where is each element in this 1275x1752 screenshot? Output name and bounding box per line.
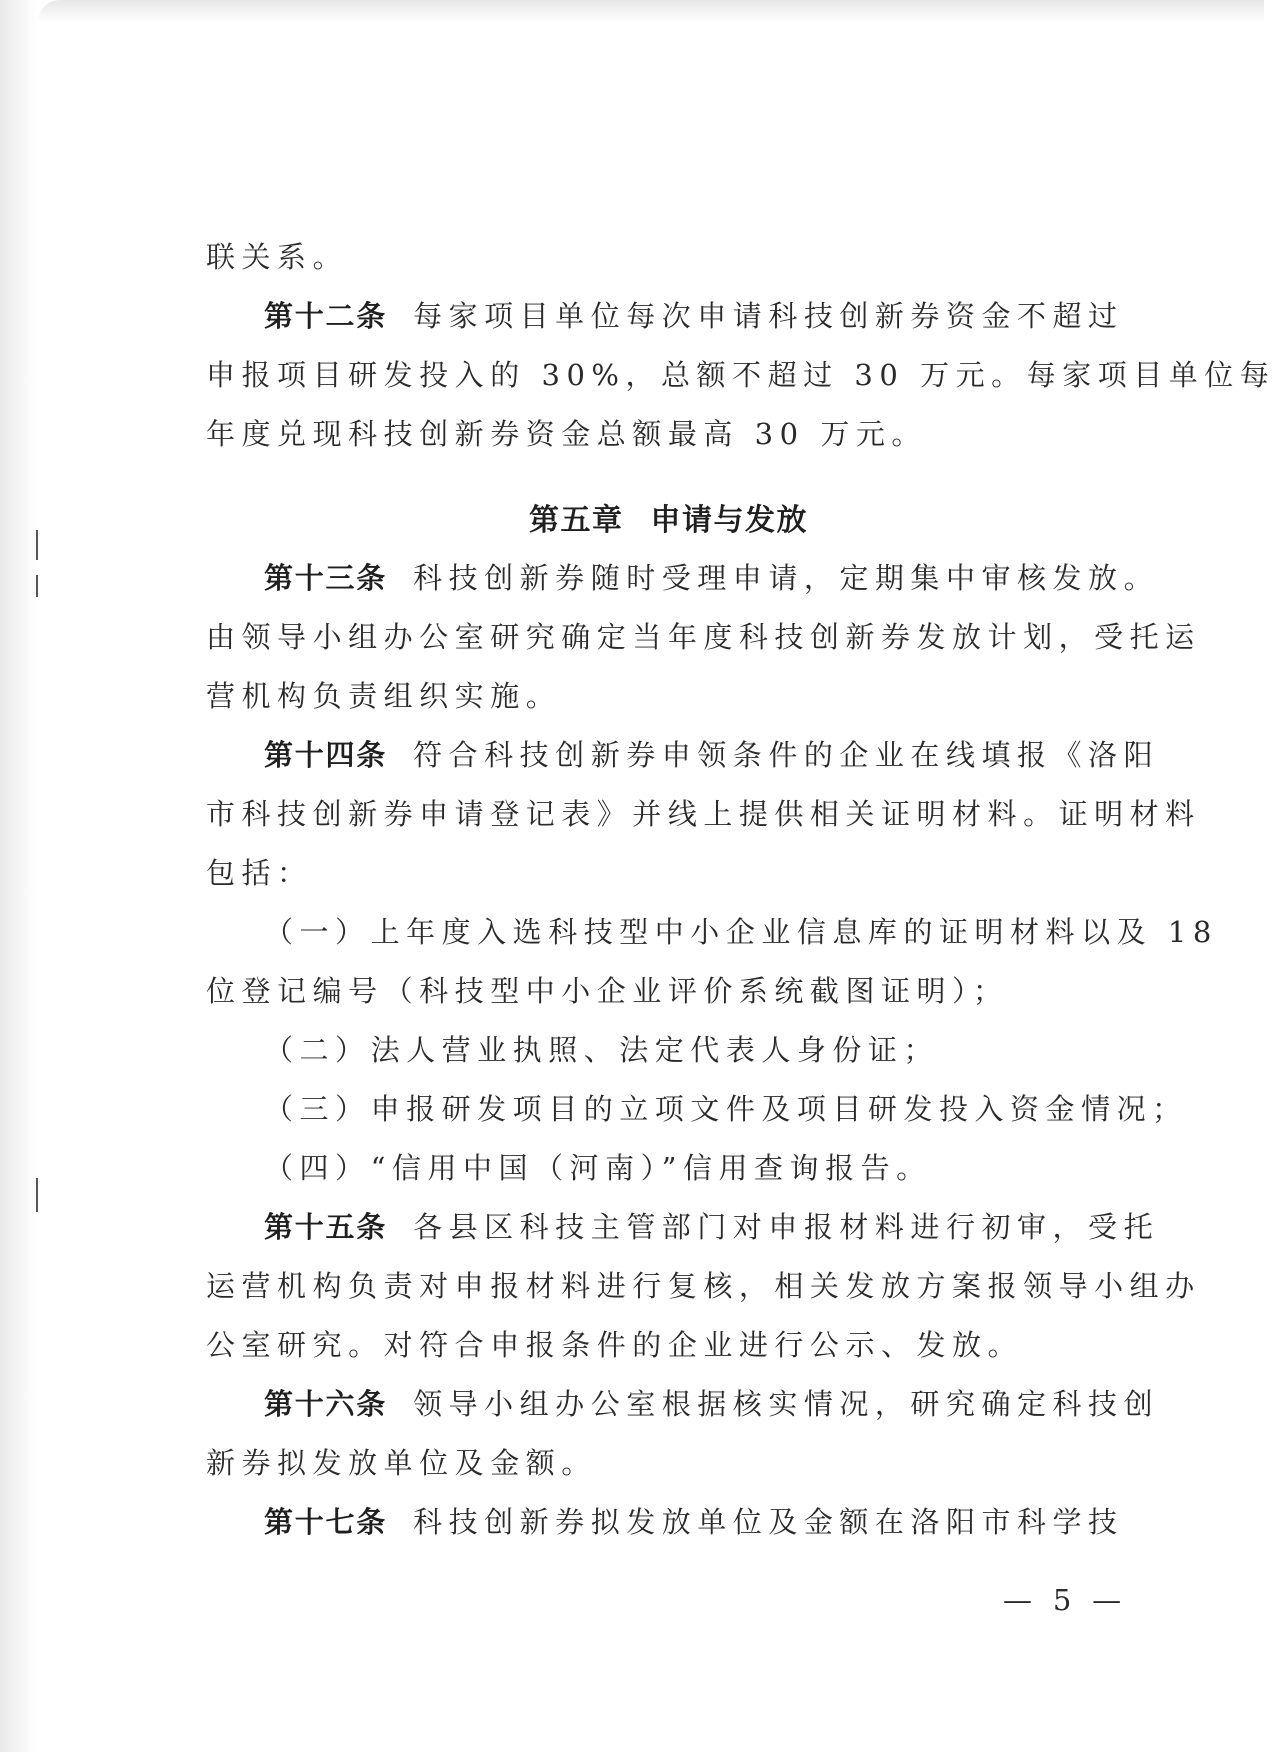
scan-mark	[36, 575, 38, 597]
paragraph-continued	[206, 228, 1131, 287]
line: 公室研究。对符合申报条件的企业进行公示、发放。	[206, 1328, 1024, 1362]
article-16	[206, 1375, 1160, 1493]
line: （一）上年度入选科技型中小企业信息库的证明材料以及 18	[264, 915, 1218, 949]
scan-mark	[36, 1178, 38, 1212]
line: 申报项目研发投入的 30%，总额不超过 30 万元。每家项目单位每	[206, 358, 1275, 392]
chapter-heading	[206, 492, 1131, 549]
line: 新券拟发放单位及金额。	[206, 1446, 597, 1480]
line: 符合科技创新券申领条件的企业在线填报《洛阳	[413, 738, 1160, 772]
article-17	[206, 1493, 1131, 1552]
list-item-1	[206, 903, 1218, 1021]
line: 每家项目单位每次申请科技创新券资金不超过	[413, 299, 1124, 333]
document-page	[206, 228, 1275, 1552]
line: 营机构负责组织实施。	[206, 679, 562, 713]
article-heading: 第十三条	[264, 561, 387, 595]
chapter-title: 申请与发放	[650, 503, 808, 538]
line: 市科技创新券申请登记表》并线上提供相关证明材料。证明材料	[206, 797, 1201, 831]
line: 科技创新券拟发放单位及金额在洛阳市科学技	[413, 1505, 1124, 1539]
line: 各县区科技主管部门对申报材料进行初审，受托	[413, 1210, 1160, 1244]
scan-edge-left	[0, 0, 38, 1752]
scan-edge-top	[38, 0, 1264, 22]
article-14	[206, 726, 1201, 903]
article-heading: 第十五条	[264, 1210, 387, 1244]
list-item-2	[206, 1021, 1131, 1080]
article-heading: 第十二条	[264, 299, 387, 333]
line: 年度兑现科技创新券资金总额最高 30 万元。	[206, 417, 927, 451]
line: 位登记编号（科技型中小企业评价系统截图证明）；	[206, 974, 1009, 1008]
article-12	[206, 287, 1275, 464]
article-heading: 第十六条	[264, 1387, 387, 1421]
line: 科技创新券随时受理申请，定期集中审核发放。	[413, 561, 1160, 595]
scan-mark	[36, 530, 38, 560]
line: 由领导小组办公室研究确定当年度科技创新券发放计划，受托运	[206, 620, 1201, 654]
article-15	[206, 1198, 1201, 1375]
page-number: — 5 —	[1003, 1583, 1127, 1617]
line: （三）申报研发项目的立项文件及项目研发投入资金情况；	[264, 1092, 1188, 1126]
article-heading: 第十七条	[264, 1505, 387, 1539]
article-13	[206, 549, 1201, 726]
line: 领导小组办公室根据核实情况，研究确定科技创	[413, 1387, 1160, 1421]
line: 包括：	[206, 856, 313, 890]
line: （二）法人营业执照、法定代表人身份证；	[264, 1033, 939, 1067]
list-item-4	[206, 1139, 1131, 1198]
line: （四）“信用中国（河南）”信用查询报告。	[264, 1151, 932, 1185]
line: 运营机构负责对申报材料进行复核，相关发放方案报领导小组办	[206, 1269, 1201, 1303]
chapter-number: 第五章	[529, 503, 624, 538]
line: 联关系。	[206, 240, 349, 274]
list-item-3	[206, 1080, 1188, 1139]
article-heading: 第十四条	[264, 738, 387, 772]
